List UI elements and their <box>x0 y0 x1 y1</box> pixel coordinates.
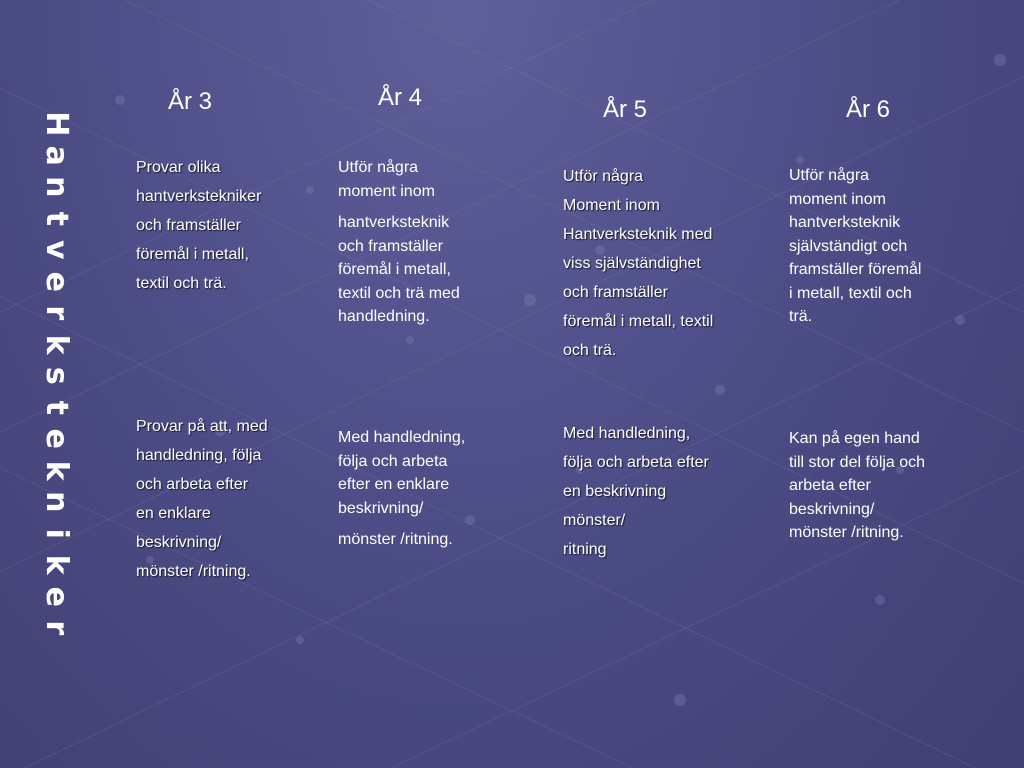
text-line: beskrivning/ <box>338 499 424 517</box>
side-title-letter: v <box>38 239 74 260</box>
text-line: mönster /ritning. <box>136 563 251 580</box>
text-line: beskrivning/ <box>136 534 222 551</box>
text-line: och framställer <box>563 284 668 301</box>
text-line: textil och trä med <box>338 284 460 302</box>
text-line: textil och trä. <box>136 275 227 292</box>
side-title-letter: k <box>38 460 74 481</box>
side-title-letter: k <box>38 334 74 355</box>
side-title-letter: n <box>38 176 74 198</box>
side-title-letter: e <box>38 586 74 607</box>
side-title-letter: e <box>38 428 74 449</box>
text-line: ritning <box>563 541 607 558</box>
year-heading-3: År 3 <box>168 88 213 115</box>
text-line: och framställer <box>136 217 241 234</box>
text-line: Utför några <box>789 167 870 184</box>
text-line: och framställer <box>338 237 443 255</box>
year-6-block-1 <box>789 164 921 329</box>
text-line: en enklare <box>136 505 211 522</box>
year-4-block-2 <box>338 426 465 552</box>
text-line: viss självständighet <box>563 255 701 272</box>
text-line: följa och arbeta <box>338 452 448 470</box>
text-line: Med handledning, <box>338 429 466 446</box>
text-line: hantverksteknik <box>338 214 450 231</box>
text-line: hantverksteknik <box>789 214 901 231</box>
side-title-letter: k <box>38 554 74 575</box>
text-line: föremål i metall, textil <box>563 313 714 330</box>
side-title-letter: i <box>38 528 74 539</box>
year-6-block-2 <box>789 427 925 545</box>
year-heading-4: År 4 <box>378 84 423 111</box>
text-line: en beskrivning <box>563 483 667 500</box>
text-line: i metall, textil och <box>789 284 912 302</box>
side-title-letter: r <box>38 305 74 321</box>
text-line: arbeta efter <box>789 477 871 494</box>
text-line: föremål i metall, <box>136 246 249 263</box>
year-5-block-1 <box>563 162 713 365</box>
text-line: efter en enklare <box>338 476 450 493</box>
text-line: trä. <box>789 308 813 325</box>
text-line: moment inom <box>789 190 886 208</box>
text-line: handledning, följa <box>136 447 262 464</box>
text-line: följa och arbeta efter <box>563 454 709 471</box>
year-5-block-2 <box>563 419 709 564</box>
text-line: och trä. <box>563 342 617 359</box>
year-4-block-1 <box>338 156 460 329</box>
text-line: mönster/ <box>563 512 626 529</box>
year-3-block-1 <box>136 153 261 298</box>
text-line: och arbeta efter <box>136 476 249 493</box>
text-line: till stor del följa och <box>789 453 926 471</box>
side-title-letter: t <box>38 400 74 415</box>
text-line: Provar på att, med <box>136 418 268 435</box>
text-line: mönster /ritning. <box>338 531 453 548</box>
text-line: Med handledning, <box>563 425 691 442</box>
year-3-block-2 <box>136 412 268 586</box>
year-heading-6: År 6 <box>846 96 891 123</box>
side-title <box>30 108 82 644</box>
text-line: Hantverksteknik med <box>563 226 713 243</box>
side-title-letter: a <box>38 145 74 166</box>
text-line: Provar olika <box>136 159 221 176</box>
year-heading-5: År 5 <box>603 96 648 123</box>
side-title-letter: r <box>38 620 74 636</box>
text-line: Moment inom <box>563 197 660 214</box>
side-title-letter: t <box>38 211 74 226</box>
text-line: hantverkstekniker <box>136 188 262 205</box>
text-line: Utför några <box>563 168 644 185</box>
text-line: mönster /ritning. <box>789 524 904 541</box>
text-line: handledning. <box>338 308 430 325</box>
side-title-letter: e <box>38 271 74 292</box>
text-line: Utför några <box>338 159 419 176</box>
text-line: föremål i metall, <box>338 261 451 278</box>
text-line: självständigt och <box>789 237 908 255</box>
text-line: Kan på egen hand <box>789 430 920 447</box>
text-line: beskrivning/ <box>789 500 875 518</box>
side-title-letter: H <box>38 111 74 137</box>
text-line: framställer föremål <box>789 261 922 278</box>
text-line: moment inom <box>338 182 435 200</box>
side-title-letter: s <box>38 366 74 385</box>
side-title-letter: n <box>38 491 74 513</box>
